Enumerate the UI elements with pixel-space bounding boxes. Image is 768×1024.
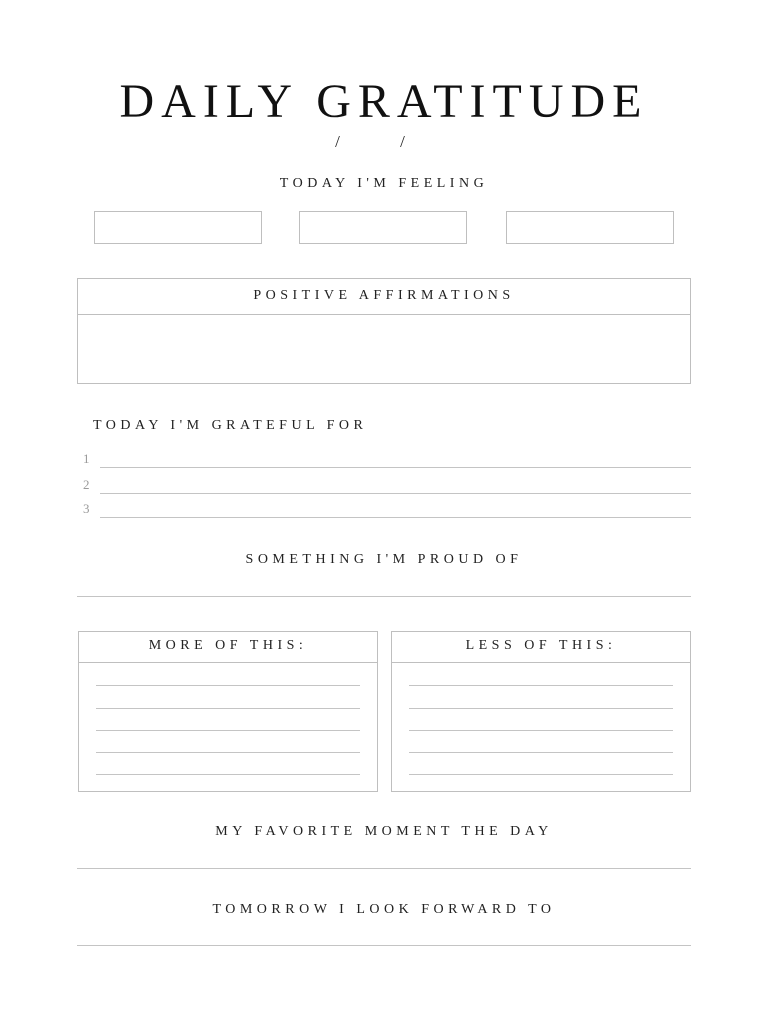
tomorrow-line[interactable]	[77, 945, 691, 946]
more-line-4[interactable]	[96, 752, 360, 753]
feeling-box-2[interactable]	[299, 211, 467, 244]
favorite-moment-line[interactable]	[77, 868, 691, 869]
grateful-number-1: 1	[83, 451, 90, 466]
less-line-3[interactable]	[409, 730, 673, 731]
affirmations-panel	[77, 278, 691, 384]
more-line-3[interactable]	[96, 730, 360, 731]
favorite-moment-heading: MY FAVORITE MOMENT THE DAY	[215, 824, 553, 839]
grateful-line-1[interactable]	[100, 467, 691, 468]
grateful-heading: TODAY I'M GRATEFUL FOR	[93, 418, 368, 433]
proud-heading: SOMETHING I'M PROUD OF	[245, 552, 523, 567]
less-line-1[interactable]	[409, 685, 673, 686]
proud-line[interactable]	[77, 596, 691, 597]
grateful-number-3: 3	[83, 501, 90, 516]
date-field[interactable]: / /	[335, 132, 433, 151]
affirmations-writing-area[interactable]	[78, 315, 690, 383]
more-line-1[interactable]	[96, 685, 360, 686]
more-of-this-heading: MORE OF THIS:	[148, 638, 308, 653]
page-title: DAILY GRATITUDE	[119, 75, 649, 128]
tomorrow-heading: TOMORROW I LOOK FORWARD TO	[212, 902, 556, 917]
more-line-5[interactable]	[96, 774, 360, 775]
less-line-4[interactable]	[409, 752, 673, 753]
more-of-this-panel	[78, 631, 378, 792]
feeling-box-3[interactable]	[506, 211, 674, 244]
grateful-line-3[interactable]	[100, 517, 691, 518]
less-divider	[392, 662, 690, 663]
more-line-2[interactable]	[96, 708, 360, 709]
less-line-5[interactable]	[409, 774, 673, 775]
feeling-box-1[interactable]	[94, 211, 262, 244]
grateful-number-2: 2	[83, 477, 90, 492]
feeling-heading: TODAY I'M FEELING	[279, 176, 489, 191]
less-of-this-heading: LESS OF THIS:	[465, 638, 617, 653]
more-divider	[79, 662, 377, 663]
less-of-this-panel	[391, 631, 691, 792]
affirmations-heading: POSITIVE AFFIRMATIONS	[253, 288, 515, 303]
less-line-2[interactable]	[409, 708, 673, 709]
grateful-line-2[interactable]	[100, 493, 691, 494]
